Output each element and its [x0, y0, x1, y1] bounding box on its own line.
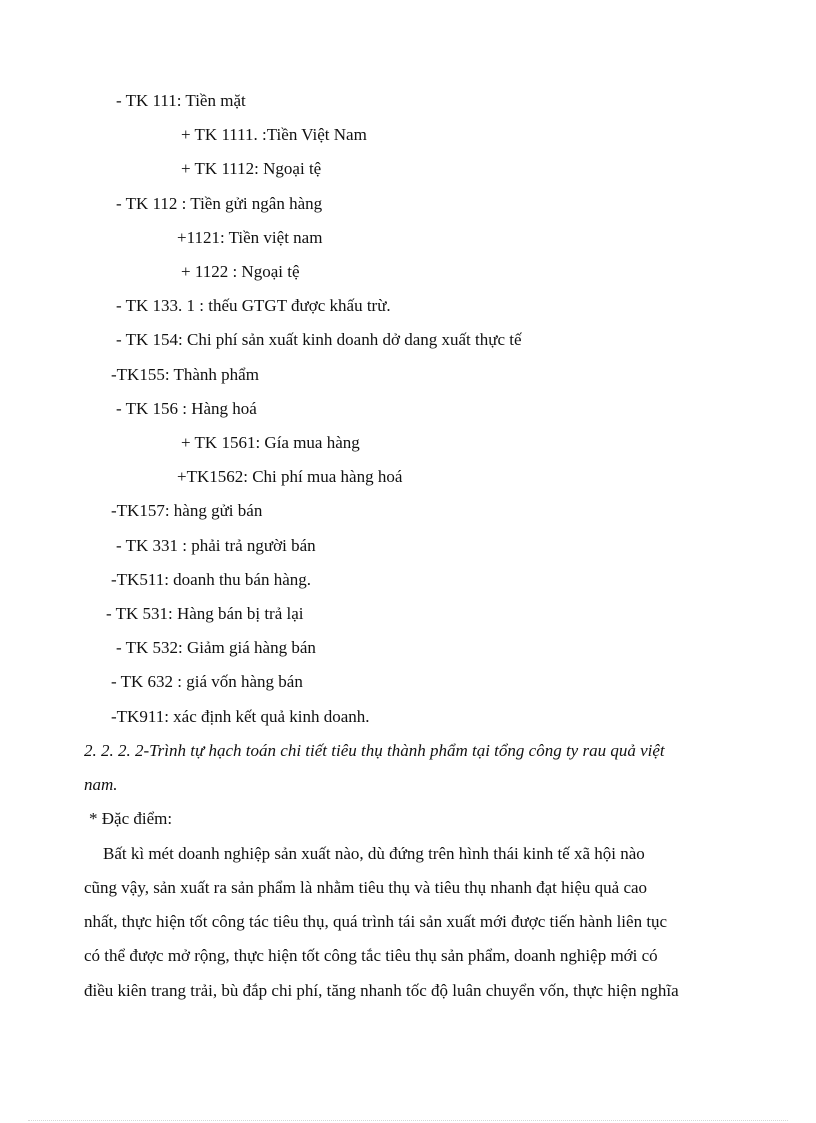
account-line-tk1561: + TK 1561: Gía mua hàng: [181, 433, 360, 452]
account-line-tk156: - TK 156 : Hàng hoá: [116, 399, 257, 418]
account-line-tk1111: + TK 1111. :Tiền Việt Nam: [181, 125, 367, 144]
account-line-tk1121: +1121: Tiền việt nam: [177, 228, 323, 247]
account-line-tk532: - TK 532: Giảm giá hàng bán: [116, 638, 316, 657]
account-line-tk511: -TK511: doanh thu bán hàng.: [111, 570, 312, 589]
account-line-tk1331: - TK 133. 1 : thếu GTGT được khấu trừ.: [116, 296, 391, 315]
account-line-tk154: - TK 154: Chi phí sản xuất kinh doanh dở dang xuất thực tế: [116, 330, 522, 349]
page-bottom-rule: [28, 1120, 788, 1121]
paragraph-line-3: nhất, thực hiện tốt công tác tiêu thụ, quá trình tái sản xuất mới được tiến hành liên tục: [84, 912, 668, 931]
account-line-tk112: - TK 112 : Tiền gửi ngân hàng: [116, 194, 323, 213]
account-line-tk632: - TK 632 : giá vốn hàng bán: [111, 672, 303, 691]
account-line-tk111: - TK 111: Tiền mặt: [116, 91, 246, 110]
account-line-tk155: -TK155: Thành phẩm: [111, 365, 259, 384]
subheading-dac-diem: * Đặc điểm:: [89, 809, 173, 828]
paragraph-line-2: cũng vậy, sản xuất ra sản phẩm là nhằm tiêu thụ và tiêu thụ nhanh đạt hiệu quả cao: [84, 878, 648, 897]
section-heading-line2: nam.: [84, 775, 118, 794]
account-line-tk1122: + 1122 : Ngoại tệ: [181, 262, 300, 281]
paragraph-line-1: Bất kì mét doanh nghiệp sản xuất nào, dù đứng trên hình thái kinh tế xã hội nào: [103, 844, 645, 863]
account-line-tk331: - TK 331 : phải trả người bán: [116, 536, 316, 555]
account-line-tk1562: +TK1562: Chi phí mua hàng hoá: [177, 467, 403, 486]
section-heading-line1: 2. 2. 2. 2-Trình tự hạch toán chi tiết tiêu thụ thành phẩm tại tổng công ty rau quả việt: [84, 741, 665, 760]
account-line-tk1112: + TK 1112: Ngoại tệ: [181, 159, 322, 178]
paragraph-line-5: điều kiên trang trải, bù đắp chi phí, tăng nhanh tốc độ luân chuyển vốn, thực hiện nghĩa: [84, 981, 679, 1000]
account-line-tk531: - TK 531: Hàng bán bị trả lại: [106, 604, 304, 623]
account-line-tk911: -TK911: xác định kết quả kinh doanh.: [111, 707, 370, 726]
paragraph-line-4: có thể được mở rộng, thực hiện tốt công tắc tiêu thụ sản phẩm, doanh nghiệp mới có: [84, 946, 658, 965]
account-line-tk157: -TK157: hàng gửi bán: [111, 501, 263, 520]
